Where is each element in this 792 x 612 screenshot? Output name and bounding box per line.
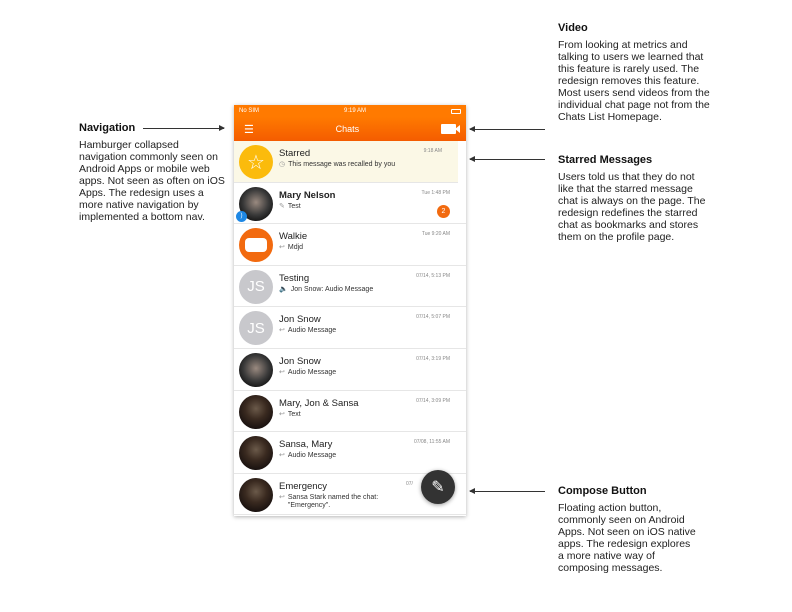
chat-row[interactable] [234,266,466,308]
chat-row[interactable] [234,391,466,433]
annotation-text: Floating action button, commonly seen on Android Apps. Not seen on iOS native apps. The redesign explores a more native way of composing messages. [558,502,696,574]
annotation-text: Hamburger collapsed navigation commonly seen on Android Apps or mobile web apps. Not seen as often on iOS Apps. The redesign uses a more native navigation by implemented a bottom nav. [79,139,225,223]
reply-icon: ↩ [279,452,285,460]
chat-name: Jon Snow [279,355,321,367]
reply-icon: ↩ [279,410,285,418]
video-call-icon[interactable] [441,124,456,134]
chat-time: 07/08, 11:55 AM [413,439,450,446]
chat-time: 07/14, 3:09 PM [416,397,450,404]
clock-icon: ◷ [279,161,286,168]
chat-preview: Sansa Stark named the chat: "Emergency". [287,493,379,509]
chat-time: 07/14, 5:07 PM [416,314,450,321]
chat-name: Emergency [279,480,328,492]
chat-preview: Audio Message [287,452,337,460]
chat-name: Testing [279,272,310,284]
chat-preview: Text [287,410,301,418]
annotation-title: Compose Button [558,485,647,497]
chat-time: 9:18 AM [423,148,442,154]
annotation-compose [558,485,698,574]
compose-icon: ✎ [431,479,445,496]
chat-row-starred[interactable] [234,141,458,183]
compose-button[interactable] [421,470,455,504]
phone-screen [234,105,466,516]
chat-preview: Audio Message [287,327,337,335]
avatar [239,353,273,387]
app-header [234,117,466,141]
star-icon: ☆ [239,145,273,179]
hamburger-menu-icon[interactable]: ☰ [244,123,254,136]
annotation-navigation [79,122,229,223]
chat-name: Walkie [279,231,308,243]
clock: 9:19 AM [344,108,367,114]
annotation-text: Users told us that they do not like that the starred message chat is always on the page. The redesign redefines the starred chat as bookmarks and stores them on the profile page. [558,171,706,243]
carrier: No SIM [239,108,260,114]
arrow [470,129,545,130]
arrow [470,491,545,492]
annotation-text: From looking at metrics and talking to users we learned that this feature is rarely used. The redesign removes this feature. Most users send videos from the individual chat page not from the Chats List Homepage. [558,39,710,123]
avatar [239,436,273,470]
avatar-initials: JS [239,311,273,345]
chat-name: Mary Nelson [279,189,336,201]
chat-name: Jon Snow [279,314,321,326]
avatar [239,478,273,512]
chat-row[interactable] [234,349,466,391]
pencil-icon: ✎ [279,202,285,210]
chat-preview: This message was recalled by you [288,161,396,168]
chat-time: 07/14, 3:19 PM [416,355,450,362]
chat-name: Starred [279,148,311,159]
status-bar [234,105,466,117]
chat-name: Mary, Jon & Sansa [279,397,359,409]
reply-icon: ↩ [279,368,285,376]
avatar-initials: JS [239,270,273,304]
chat-preview: Test [287,202,301,210]
annotation-starred [558,154,710,243]
reply-icon: ↩ [279,493,285,501]
chat-preview: Audio Message [287,368,337,376]
chat-time: Tue 1:48 PM [421,189,450,196]
chat-preview: Mdjd [287,244,304,252]
avatar [239,395,273,429]
walkie-avatar [239,228,273,262]
chat-time: 07/ [406,480,413,487]
annotation-title: Navigation [79,122,136,134]
battery-icon [451,109,461,114]
annotation-title: Video [558,22,588,34]
chat-row[interactable] [234,183,466,225]
annotation-video [558,22,710,123]
chat-preview: Jon Snow: Audio Message [290,285,374,293]
page-title: Chats [335,124,360,134]
reply-icon: ↩ [279,327,285,335]
reply-icon: ↩ [279,244,285,252]
arrow [470,159,545,160]
chat-time: 07/14, 5:13 PM [416,272,450,279]
annotation-title: Starred Messages [558,154,653,166]
speaker-icon: 🔈 [279,285,288,293]
walkie-indicator-icon: ) [236,211,247,222]
chat-time: Tue 9:20 AM [421,231,450,238]
chat-name: Sansa, Mary [279,439,333,451]
arrow [143,128,224,129]
chat-row[interactable] [234,432,466,474]
unread-badge: 2 [437,205,450,218]
chat-row[interactable] [234,307,466,349]
chat-row[interactable] [234,224,466,266]
